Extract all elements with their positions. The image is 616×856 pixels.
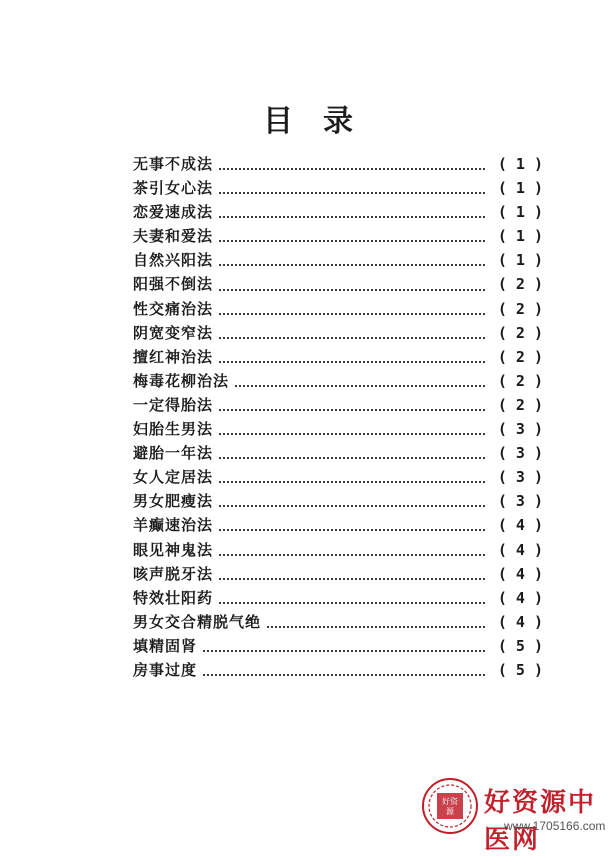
dot-leader: [219, 527, 485, 531]
toc-entry-page: ( 3 ): [497, 468, 543, 487]
dot-leader: [203, 672, 485, 676]
dot-leader: [219, 166, 485, 170]
toc-entry-title: 女人定居法: [133, 468, 214, 487]
toc-entry-page: ( 5 ): [497, 660, 543, 679]
toc-entry-title: 自然兴阳法: [133, 251, 214, 270]
toc-entry: [133, 610, 543, 634]
toc-entry: [133, 176, 543, 200]
toc-entry-page: ( 5 ): [497, 636, 543, 655]
toc-entry-title: 羊癫速治法: [133, 516, 214, 535]
toc-entry-title: 茶引女心法: [133, 179, 214, 198]
toc-entry: [133, 658, 543, 682]
toc-entry-title: 一定得胎法: [133, 395, 214, 414]
toc-entry: [133, 321, 543, 345]
toc-entry: [133, 417, 543, 441]
dot-leader: [219, 407, 485, 411]
toc-entry: [133, 562, 543, 586]
toc-entry: [133, 297, 543, 321]
svg-text:源: 源: [446, 807, 454, 816]
toc-entry: [133, 152, 543, 176]
toc-entry-title: 男女交合精脱气绝: [133, 612, 262, 631]
dot-leader: [219, 238, 485, 242]
watermark-url: www.1705166.com: [504, 819, 606, 833]
toc-entry-title: 性交痛治法: [133, 299, 214, 318]
toc-entry-page: ( 3 ): [497, 492, 543, 511]
dot-leader: [219, 576, 485, 580]
table-of-contents: [133, 152, 543, 682]
dot-leader: [203, 648, 485, 652]
toc-entry: [133, 634, 543, 658]
toc-entry-page: ( 2 ): [497, 371, 543, 390]
toc-entry-title: 眼见神鬼法: [133, 540, 214, 559]
svg-text:好资: 好资: [442, 797, 458, 806]
toc-entry-page: ( 1 ): [497, 227, 543, 246]
dot-leader: [219, 335, 485, 339]
dot-leader: [219, 190, 485, 194]
toc-entry-page: ( 2 ): [497, 347, 543, 366]
toc-entry-page: ( 1 ): [497, 155, 543, 173]
toc-entry-title: 填精固肾: [133, 636, 198, 655]
dot-leader: [219, 431, 485, 435]
toc-entry-title: 梅毒花柳治法: [133, 371, 230, 390]
toc-entry-title: 无事不成法: [133, 155, 214, 173]
dot-leader: [267, 624, 485, 628]
toc-entry: [133, 200, 543, 224]
toc-entry-page: ( 1 ): [497, 251, 543, 270]
toc-entry-page: ( 1 ): [497, 203, 543, 222]
toc-entry-page: ( 4 ): [497, 564, 543, 583]
dot-leader: [219, 503, 485, 507]
toc-entry: [133, 538, 543, 562]
toc-entry-title: 房事过度: [133, 660, 198, 679]
toc-entry-page: ( 4 ): [497, 588, 543, 607]
toc-entry-title: 咳声脱牙法: [133, 564, 214, 583]
toc-entry: [133, 345, 543, 369]
dot-leader: [219, 287, 485, 291]
toc-entry-title: 男女肥瘦法: [133, 492, 214, 511]
dot-leader: [219, 479, 485, 483]
seal-logo-icon: [420, 776, 480, 836]
dot-leader: [219, 552, 485, 556]
toc-entry-title: 恋爱速成法: [133, 203, 214, 222]
toc-entry-title: 妇胎生男法: [133, 420, 214, 439]
toc-entry: [133, 586, 543, 610]
watermark-brand: 好资源中医网: [484, 788, 597, 855]
toc-entry-page: ( 1 ): [497, 179, 543, 198]
watermark: [420, 770, 616, 855]
toc-entry-page: ( 3 ): [497, 420, 543, 439]
toc-entry-title: 特效壮阳药: [133, 588, 214, 607]
toc-entry-page: ( 2 ): [497, 275, 543, 294]
toc-entry-title: 阳强不倒法: [133, 275, 214, 294]
toc-entry: [133, 224, 543, 248]
toc-entry-title: 擅红神治法: [133, 347, 214, 366]
toc-entry-page: ( 2 ): [497, 395, 543, 414]
toc-entry-page: ( 2 ): [497, 299, 543, 318]
toc-entry-page: ( 4 ): [497, 540, 543, 559]
toc-entry-page: ( 4 ): [497, 612, 543, 631]
toc-entry: [133, 248, 543, 272]
toc-entry-page: ( 2 ): [497, 323, 543, 342]
dot-leader: [219, 359, 485, 363]
toc-entry-title: 避胎一年法: [133, 444, 214, 463]
toc-entry-title: 阴宽变窄法: [133, 323, 214, 342]
dot-leader: [219, 262, 485, 266]
toc-entry-page: ( 3 ): [497, 444, 543, 463]
dot-leader: [219, 214, 485, 218]
toc-entry: [133, 465, 543, 489]
toc-entry: [133, 441, 543, 465]
dot-leader: [235, 383, 485, 387]
page-title: 目录: [263, 104, 383, 139]
dot-leader: [219, 600, 485, 604]
toc-entry: [133, 272, 543, 296]
dot-leader: [219, 455, 485, 459]
toc-entry: [133, 369, 543, 393]
dot-leader: [219, 311, 485, 315]
toc-entry: [133, 513, 543, 537]
toc-entry: [133, 393, 543, 417]
toc-entry-page: ( 4 ): [497, 516, 543, 535]
toc-entry-title: 夫妻和爱法: [133, 227, 214, 246]
toc-entry: [133, 489, 543, 513]
